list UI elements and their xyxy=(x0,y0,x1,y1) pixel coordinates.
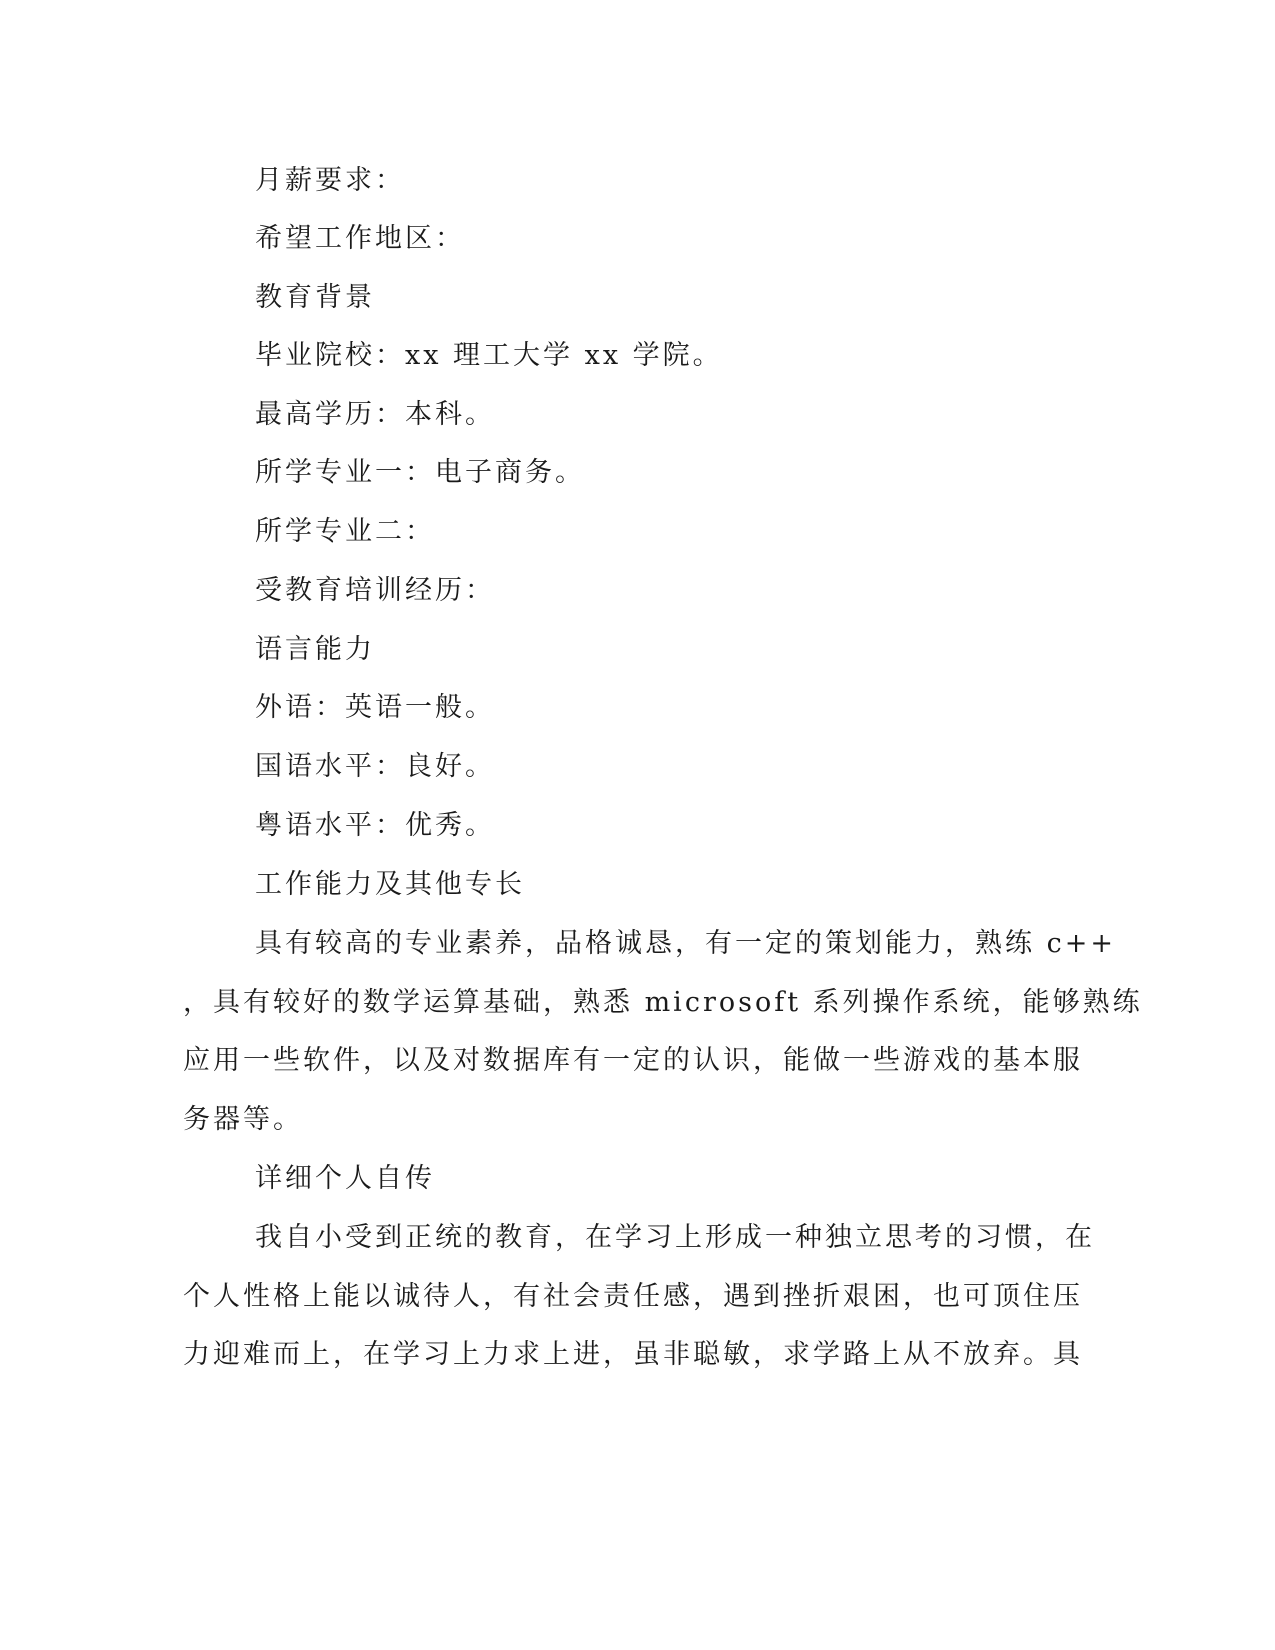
major-two-line: 所学专业二： xyxy=(255,516,435,547)
training-history-line: 受教育培训经历： xyxy=(255,575,495,606)
skills-paragraph-line: 具有较高的专业素养，品格诚恳，有一定的策划能力，熟练 c++ xyxy=(255,928,1116,959)
graduate-school-line: 毕业院校：xx 理工大学 xx 学院。 xyxy=(255,340,723,371)
cantonese-level-line: 粤语水平：优秀。 xyxy=(255,810,495,841)
highest-degree-line: 最高学历：本科。 xyxy=(255,399,495,430)
desired-work-region-line: 希望工作地区： xyxy=(255,223,465,254)
autobiography-paragraph-line: 我自小受到正统的教育，在学习上形成一种独立思考的习惯，在 xyxy=(255,1222,1095,1253)
mandarin-level-line: 国语水平：良好。 xyxy=(255,751,495,782)
foreign-language-line: 外语：英语一般。 xyxy=(255,692,495,723)
autobiography-paragraph-line: 力迎难而上，在学习上力求上进，虽非聪敏，求学路上从不放弃。具 xyxy=(183,1339,1083,1370)
salary-requirement-line: 月薪要求： xyxy=(255,165,405,196)
autobiography-heading: 详细个人自传 xyxy=(255,1163,435,1194)
education-background-heading: 教育背景 xyxy=(255,282,375,313)
skills-paragraph-line: ，具有较好的数学运算基础，熟悉 microsoft 系列操作系统，能够熟练 xyxy=(183,987,1143,1018)
language-ability-heading: 语言能力 xyxy=(255,634,375,665)
work-ability-heading: 工作能力及其他专长 xyxy=(255,869,525,900)
skills-paragraph-line: 务器等。 xyxy=(183,1104,303,1135)
major-one-line: 所学专业一：电子商务。 xyxy=(255,457,585,488)
autobiography-paragraph-line: 个人性格上能以诚待人，有社会责任感，遇到挫折艰困，也可顶住压 xyxy=(183,1281,1083,1312)
skills-paragraph-line: 应用一些软件，以及对数据库有一定的认识，能做一些游戏的基本服 xyxy=(183,1045,1083,1076)
